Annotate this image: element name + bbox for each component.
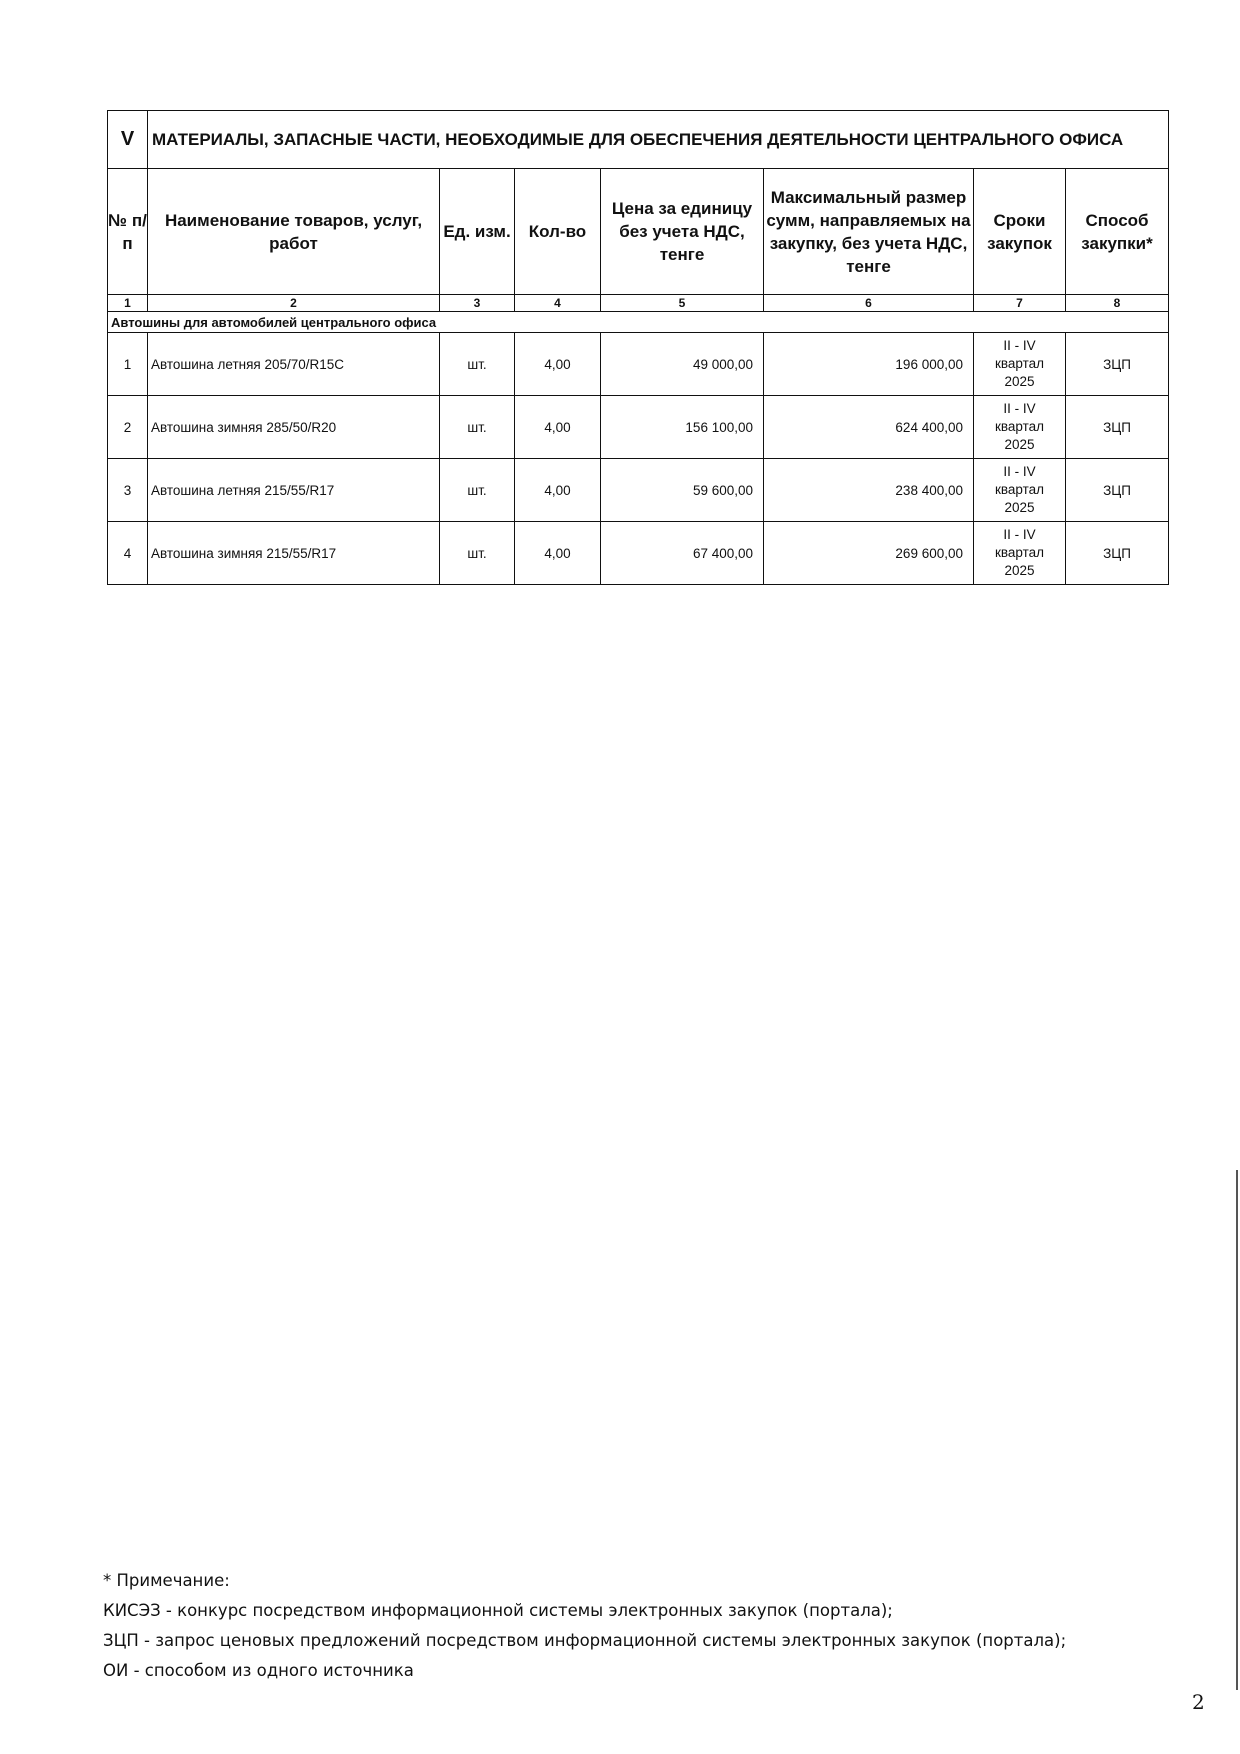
column-number: 7 [974, 295, 1066, 312]
group-title: Автошины для автомобилей центрального офиса [108, 312, 1169, 333]
header-qty: Кол-во [515, 169, 601, 295]
scan-edge-line [1236, 1170, 1238, 1690]
row-price: 59 600,00 [601, 459, 764, 522]
row-method: ЗЦП [1066, 522, 1169, 585]
row-qty: 4,00 [515, 459, 601, 522]
row-method: ЗЦП [1066, 333, 1169, 396]
footnote-title: * Примечание: [103, 1571, 230, 1590]
row-price: 49 000,00 [601, 333, 764, 396]
header-period: Сроки закупок [974, 169, 1066, 295]
row-price: 67 400,00 [601, 522, 764, 585]
row-num: 3 [108, 459, 148, 522]
column-number: 5 [601, 295, 764, 312]
period-word: квартал [994, 356, 1045, 371]
column-number: 8 [1066, 295, 1169, 312]
row-qty: 4,00 [515, 522, 601, 585]
row-period [974, 333, 1066, 396]
section-number: V [108, 111, 148, 169]
header-method: Способ закупки* [1066, 169, 1169, 295]
row-qty: 4,00 [515, 333, 601, 396]
footnote-line: КИСЭЗ - конкурс посредством информационной системы электронных закупок (портала); [103, 1601, 893, 1620]
period-year: 2025 [1004, 563, 1035, 578]
row-price: 156 100,00 [601, 396, 764, 459]
column-number: 6 [764, 295, 974, 312]
period-quarters: II - IV [1003, 338, 1036, 353]
section-header-row [108, 111, 1169, 169]
row-num: 4 [108, 522, 148, 585]
section-title: МАТЕРИАЛЫ, ЗАПАСНЫЕ ЧАСТИ, НЕОБХОДИМЫЕ ДЛЯ ОБЕСПЕЧЕНИЯ ДЕЯТЕЛЬНОСТИ ЦЕНТРАЛЬНОГО ОФИСА [148, 111, 1169, 169]
header-price: Цена за единицу без учета НДС, тенге [601, 169, 764, 295]
row-period [974, 522, 1066, 585]
row-sum: 196 000,00 [764, 333, 974, 396]
row-sum: 238 400,00 [764, 459, 974, 522]
row-unit: шт. [440, 396, 515, 459]
header-unit: Ед. изм. [440, 169, 515, 295]
column-header-row [108, 169, 1169, 295]
period-quarters: II - IV [1003, 527, 1036, 542]
column-number-row [108, 295, 1169, 312]
row-unit: шт. [440, 522, 515, 585]
column-number: 2 [148, 295, 440, 312]
row-sum: 269 600,00 [764, 522, 974, 585]
row-method: ЗЦП [1066, 459, 1169, 522]
period-quarters: II - IV [1003, 464, 1036, 479]
period-year: 2025 [1004, 374, 1035, 389]
period-quarters: II - IV [1003, 401, 1036, 416]
header-max-sum: Максимальный размер сумм, направляемых на закупку, без учета НДС, тенге [764, 169, 974, 295]
header-num: № п/п [108, 169, 148, 295]
column-number: 4 [515, 295, 601, 312]
row-period [974, 396, 1066, 459]
period-year: 2025 [1004, 500, 1035, 515]
row-name: Автошина зимняя 285/50/R20 [148, 396, 440, 459]
row-unit: шт. [440, 333, 515, 396]
period-year: 2025 [1004, 437, 1035, 452]
page-number: 2 [1192, 1690, 1205, 1714]
table-row [108, 333, 1169, 396]
footnote-line: ОИ - способом из одного источника [103, 1661, 414, 1680]
row-num: 1 [108, 333, 148, 396]
table-row [108, 459, 1169, 522]
row-name: Автошина зимняя 215/55/R17 [148, 522, 440, 585]
column-number: 1 [108, 295, 148, 312]
footnote [103, 1566, 1066, 1686]
table-row [108, 522, 1169, 585]
period-word: квартал [994, 419, 1045, 434]
footnote-line: ЗЦП - запрос ценовых предложений посредством информационной системы электронных закупок (портала); [103, 1631, 1067, 1650]
row-name: Автошина летняя 205/70/R15C [148, 333, 440, 396]
table-row [108, 396, 1169, 459]
row-name: Автошина летняя 215/55/R17 [148, 459, 440, 522]
row-method: ЗЦП [1066, 396, 1169, 459]
period-word: квартал [994, 482, 1045, 497]
column-number: 3 [440, 295, 515, 312]
row-sum: 624 400,00 [764, 396, 974, 459]
period-word: квартал [994, 545, 1045, 560]
row-unit: шт. [440, 459, 515, 522]
procurement-table [107, 110, 1169, 585]
row-qty: 4,00 [515, 396, 601, 459]
row-num: 2 [108, 396, 148, 459]
header-name: Наименование товаров, услуг, работ [148, 169, 440, 295]
group-row [108, 312, 1169, 333]
row-period [974, 459, 1066, 522]
